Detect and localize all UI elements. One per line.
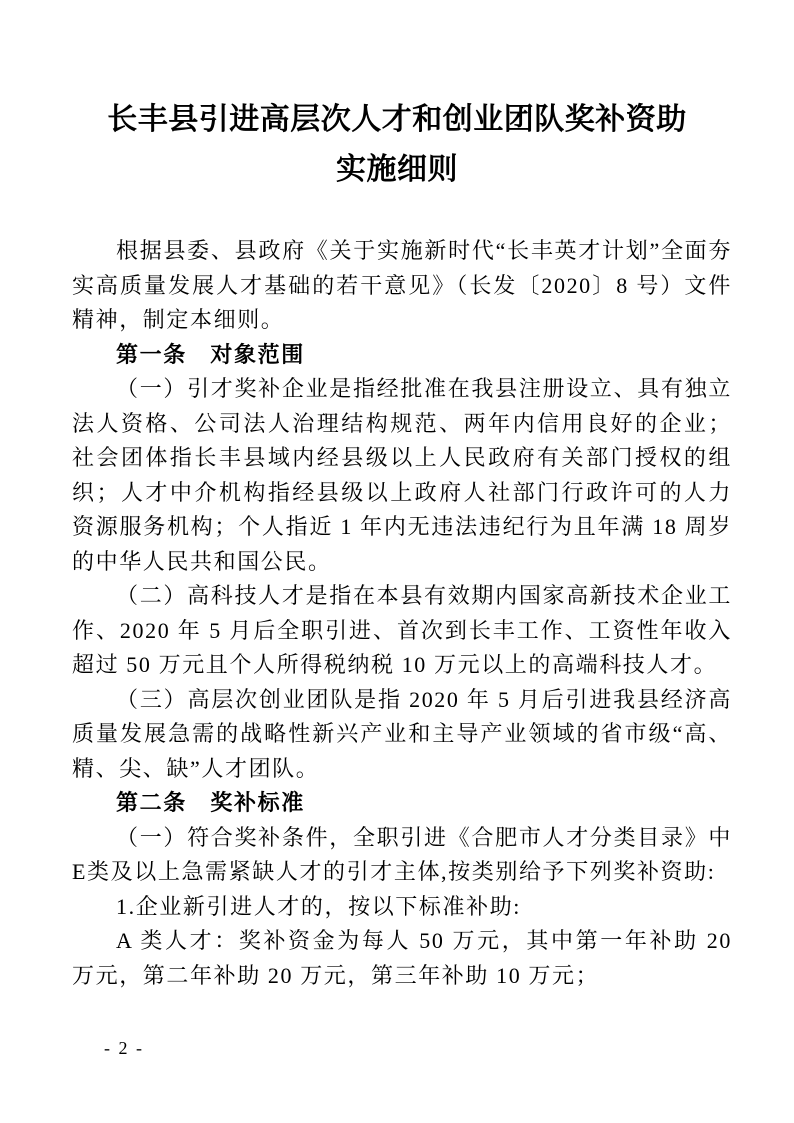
document-title [40,95,754,195]
paragraph-preamble: 根据县委、县政府《关于实施新时代“长丰英才计划”全面夯实高质量发展人才基础的若干意见》（长发〔2020〕8 号）文件精神，制定本细则。 [72,238,732,332]
paragraph-article2-class-a: A 类人才：奖补资金为每人 50 万元，其中第一年补助 20 万元，第二年补助 20 万元，第三年补助 10 万元； [72,928,732,988]
paragraph-article2-sub1: 1.企业新引进人才的，按以下标准补助: [116,893,522,919]
document-body [72,234,732,993]
article-2-heading: 第二条 奖补标准 [116,790,305,815]
paragraph-article1-item3: （三）高层次创业团队是指 2020 年 5 月后引进我县经济高质量发展急需的战略性新兴产业和主导产业领域的省市级“高、精、尖、缺”人才团队。 [72,686,732,781]
paragraph-article1-item1: （一）引才奖补企业是指经批准在我县注册设立、具有独立法人资格、公司法人治理结构规范、两年内信用良好的企业；社会团体指长丰县域内经县级以上人民政府有关部门授权的组织；人才中介机构指经县级以上政府人社部门行政许可的人力资源服务机构；个人指近 1 年内无违法违纪行为且年满 18 周岁的中华人民共和国公民。 [72,376,732,574]
article-1-heading: 第一条 对象范围 [116,341,305,367]
document-title-line-2: 实施细则 [336,153,458,186]
paragraph-article1-item2: （二）高科技人才是指在本县有效期内国家高新技术企业工作、2020 年 5 月后全职引进、首次到长丰工作、工资性年收入超过 50 万元且个人所得税纳税 10 万元以上的高端科技人才。 [72,583,732,677]
document-title-line-1: 长丰县引进高层次人才和创业团队奖补资助 [107,103,687,136]
paragraph-article2-item1: （一）符合奖补条件，全职引进《合肥市人才分类目录》中E类及以上急需紧缺人才的引才主体,按类别给予下列奖补资助: [72,824,732,884]
page-number: - 2 - [104,1038,144,1058]
